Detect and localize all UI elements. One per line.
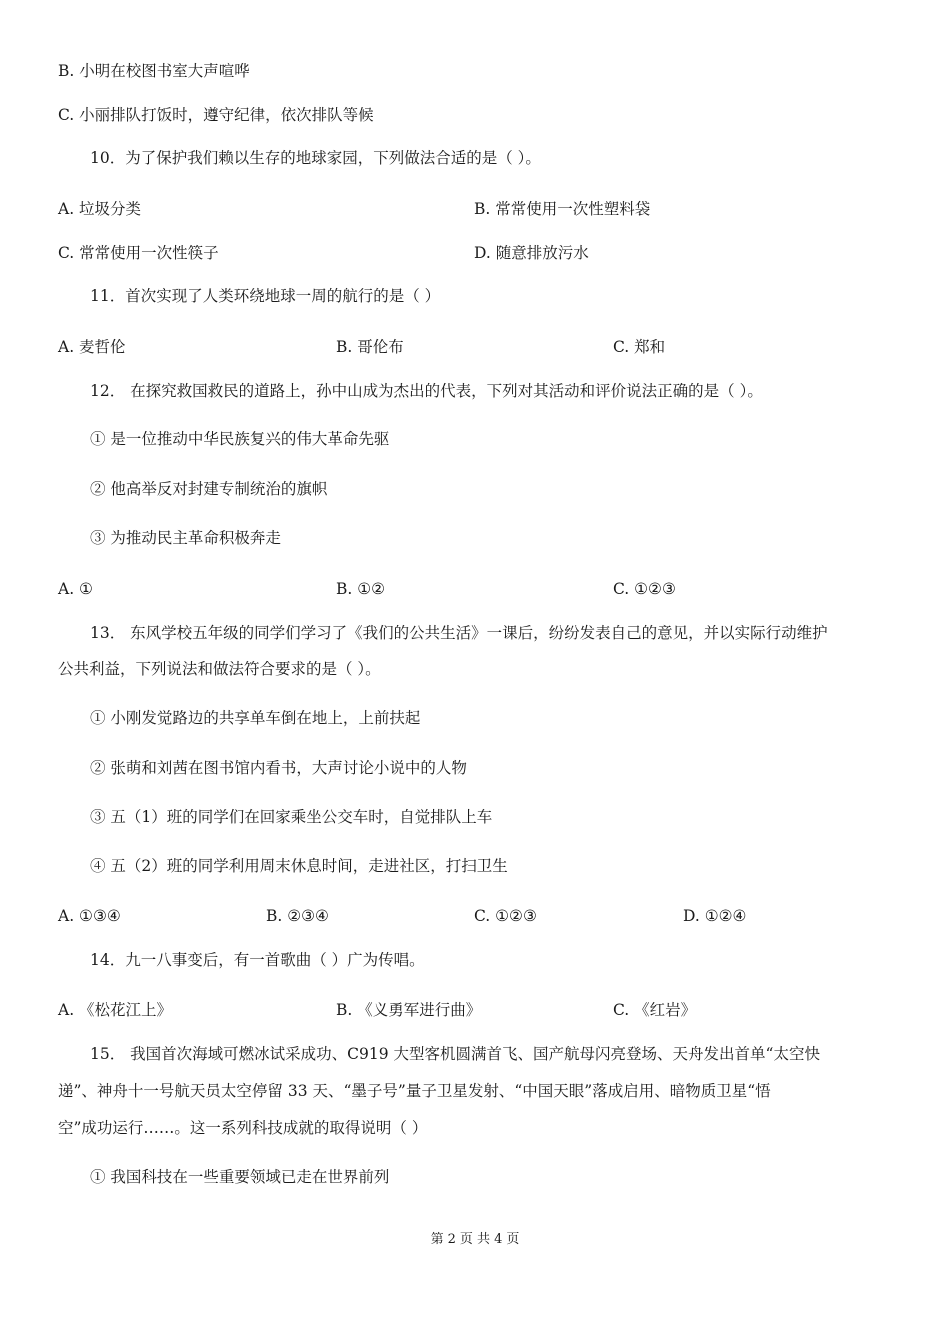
question-13-stem-line1: 13． 东风学校五年级的同学们学习了《我们的公共生活》一课后，纷纷发表自己的意见，并以实际行动维护: [90, 624, 828, 642]
q12-option-a: A. ①: [58, 580, 93, 598]
q14-option-b: B. 《义勇军进行曲》: [336, 1001, 482, 1019]
question-15-stem-line1: 15． 我国首次海域可燃冰试采成功、C919 大型客机圆满首飞、国产航母闪亮登场、天舟发出首单“太空快: [90, 1045, 820, 1063]
footer-middle: 页 共: [459, 1232, 491, 1247]
question-12-stem: 12． 在探究救国救民的道路上，孙中山成为杰出的代表，下列对其活动和评价说法正确的是（ ）。: [90, 382, 763, 400]
question-10-stem: 10．为了保护我们赖以生存的地球家园，下列做法合适的是（ ）。: [90, 149, 541, 167]
q10-option-b: B. 常常使用一次性塑料袋: [474, 200, 651, 218]
q12-item-3: ③ 为推动民主革命积极奔走: [90, 529, 281, 547]
current-page-number: 2: [447, 1232, 456, 1247]
total-page-number: 4: [494, 1232, 503, 1247]
footer-prefix: 第: [430, 1232, 444, 1247]
question-14-stem: 14．九一八事变后，有一首歌曲（ ）广为传唱。: [90, 951, 425, 969]
question-15-stem-line3: 空”成功运行……。这一系列科技成就的取得说明（ ）: [58, 1119, 428, 1137]
q12-option-c: C. ①②③: [613, 580, 676, 598]
q13-item-4: ④ 五（2）班的同学利用周末休息时间，走进社区，打扫卫生: [90, 857, 508, 875]
q11-option-a: A. 麦哲伦: [58, 338, 126, 356]
footer-suffix: 页: [506, 1232, 520, 1247]
q9-option-c: C. 小丽排队打饭时，遵守纪律，依次排队等候: [58, 106, 374, 124]
q12-option-b: B. ①②: [336, 580, 386, 598]
q14-option-a: A. 《松花江上》: [58, 1001, 173, 1019]
q13-option-d: D. ①②④: [683, 907, 747, 925]
q13-item-2: ② 张萌和刘茜在图书馆内看书，大声讨论小说中的人物: [90, 759, 467, 777]
q10-option-a: A. 垃圾分类: [58, 200, 142, 218]
q11-option-c: C. 郑和: [613, 338, 666, 356]
q10-option-c: C. 常常使用一次性筷子: [58, 244, 219, 262]
q10-option-d: D. 随意排放污水: [474, 244, 589, 262]
q11-option-b: B. 哥伦布: [336, 338, 404, 356]
question-11-stem: 11．首次实现了人类环绕地球一周的航行的是（ ）: [90, 287, 441, 305]
q9-option-b: B. 小明在校图书室大声喧哗: [58, 62, 250, 80]
q15-item-1: ① 我国科技在一些重要领域已走在世界前列: [90, 1168, 390, 1186]
page-footer: [0, 1228, 950, 1247]
q13-option-a: A. ①③④: [58, 907, 121, 925]
q12-item-2: ② 他高举反对封建专制统治的旗帜: [90, 480, 328, 498]
question-15-stem-line2: 递”、神舟十一号航天员太空停留 33 天、“墨子号”量子卫星发射、“中国天眼”落成启用、暗物质卫星“悟: [58, 1082, 771, 1100]
q13-item-1: ① 小刚发觉路边的共享单车倒在地上，上前扶起: [90, 709, 421, 727]
question-13-stem-line2: 公共利益，下列说法和做法符合要求的是（ ）。: [58, 660, 381, 678]
q13-item-3: ③ 五（1）班的同学们在回家乘坐公交车时，自觉排队上车: [90, 808, 493, 826]
q13-option-b: B. ②③④: [266, 907, 329, 925]
q13-option-c: C. ①②③: [474, 907, 537, 925]
q14-option-c: C. 《红岩》: [613, 1001, 697, 1019]
q12-item-1: ① 是一位推动中华民族复兴的伟大革命先驱: [90, 430, 390, 448]
